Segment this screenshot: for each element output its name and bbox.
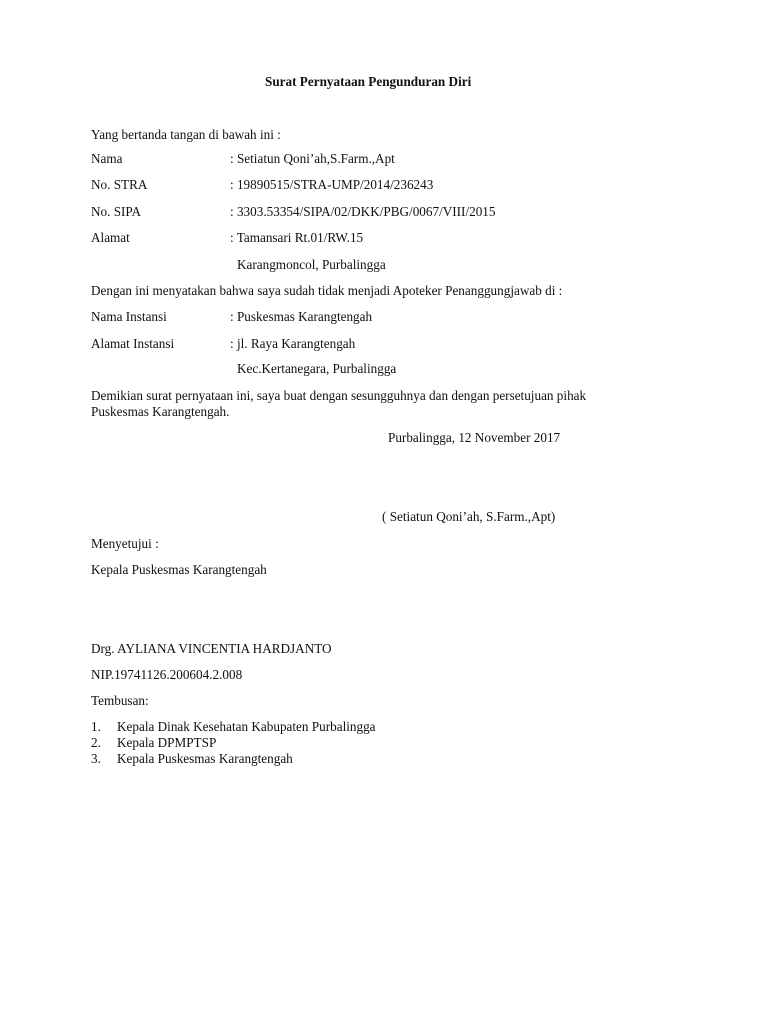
signer-name-value: : Setiatun Qoni’ah,S.Farm.,Apt xyxy=(230,151,395,166)
signer-address-value-1: : Tamansari Rt.01/RW.15 xyxy=(230,230,364,245)
signer-address-label: Alamat xyxy=(91,230,130,245)
signer-name-label: Nama xyxy=(91,151,123,166)
intro-text: Yang bertanda tangan di bawah ini : xyxy=(91,127,281,142)
signer-stra-value: : 19890515/STRA-UMP/2014/236243 xyxy=(230,177,434,192)
institution-address-label: Alamat Instansi xyxy=(91,336,175,351)
approver-name: Drg. AYLIANA VINCENTIA HARDJANTO xyxy=(91,641,332,656)
cc-item-number: 3. xyxy=(91,751,101,766)
cc-item-text: Kepala Dinak Kesehatan Kabupaten Purbalingga xyxy=(117,719,376,734)
document-title: Surat Pernyataan Pengunduran Diri xyxy=(265,74,472,89)
statement-text: Dengan ini menyatakan bahwa saya sudah tidak menjadi Apoteker Penanggungjawab di : xyxy=(91,283,563,298)
signature-name: ( Setiatun Qoni’ah, S.Farm.,Apt) xyxy=(382,509,556,524)
signer-sipa-label: No. SIPA xyxy=(91,204,142,219)
place-date: Purbalingga, 12 November 2017 xyxy=(388,430,561,445)
institution-address-value-2: Kec.Kertanegara, Purbalingga xyxy=(237,361,397,376)
cc-item-number: 1. xyxy=(91,719,101,734)
signer-sipa-value: : 3303.53354/SIPA/02/DKK/PBG/0067/VIII/2015 xyxy=(230,204,496,219)
cc-item-number: 2. xyxy=(91,735,101,750)
cc-item-text: Kepala DPMPTSP xyxy=(117,735,217,750)
closing-text-line-2: Puskesmas Karangtengah. xyxy=(91,404,230,419)
institution-address-value-1: : jl. Raya Karangtengah xyxy=(230,336,356,351)
approval-role: Kepala Puskesmas Karangtengah xyxy=(91,562,267,577)
signer-address-value-2: Karangmoncol, Purbalingga xyxy=(237,257,386,272)
approval-label: Menyetujui : xyxy=(91,536,159,551)
institution-name-label: Nama Instansi xyxy=(91,309,167,324)
institution-name-value: : Puskesmas Karangtengah xyxy=(230,309,373,324)
signer-stra-label: No. STRA xyxy=(91,177,148,192)
cc-label: Tembusan: xyxy=(91,693,149,708)
closing-text-line-1: Demikian surat pernyataan ini, saya buat dengan sesungguhnya dan dengan persetujuan pihak xyxy=(91,388,587,403)
cc-item-text: Kepala Puskesmas Karangtengah xyxy=(117,751,293,766)
approver-nip: NIP.19741126.200604.2.008 xyxy=(91,667,243,682)
